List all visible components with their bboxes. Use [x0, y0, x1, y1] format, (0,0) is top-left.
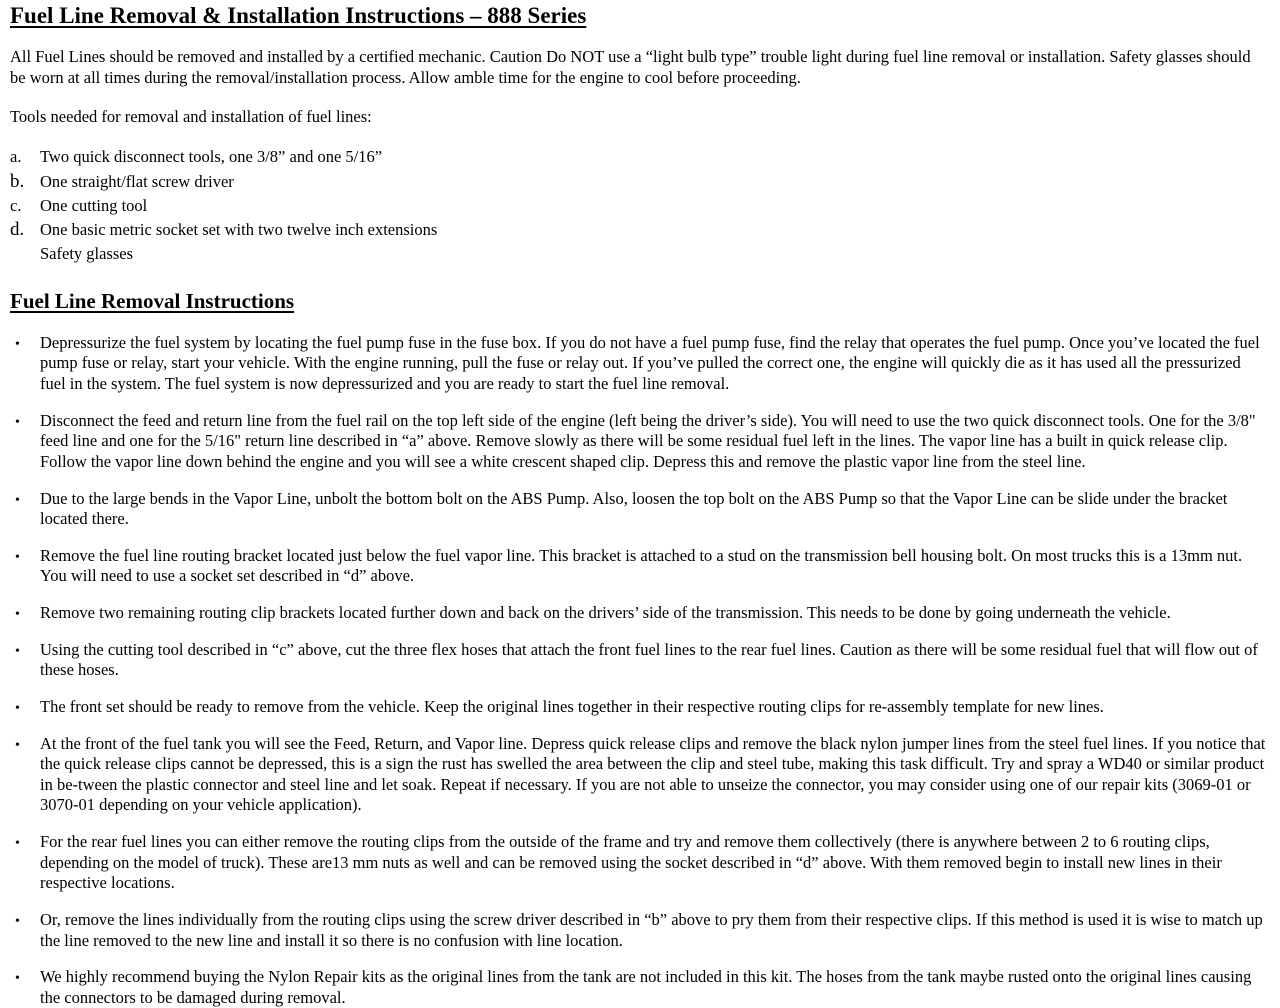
- instruction-list: [10, 333, 1268, 1008]
- instruction-bullet-9: [10, 832, 1268, 894]
- instruction-text-8: At the front of the fuel tank you will see the Feed, Return, and Vapor line. Depress quick release clips and remove the black nylon jumper lines from the steel fuel lines. If you notice that the quick release clips cannot be depressed, this is a sign the rust has swelled the area between the clip and steel tube, making this task difficult. Try and spray a WD40 or similar product in be-tween the plastic connector and steel line and let soak. Repeat if necessary. If you are not able to unseize the connector, you may consider using one of our repair kits (3069-01 or 3070-01 depending on your vehicle application).: [40, 733, 1266, 815]
- instruction-text-6: Using the cutting tool described in “c” above, cut the three flex hoses that attach the front fuel lines to the rear fuel lines. Caution as there will be some residual fuel that will flow out of these hoses.: [40, 639, 1258, 680]
- bullet-icon: •: [15, 607, 20, 623]
- tool-marker-a: a.: [10, 147, 22, 167]
- tool-text-a: Two quick disconnect tools, one 3/8” and one 5/16”: [40, 147, 383, 167]
- intro-paragraph: All Fuel Lines should be removed and installed by a certified mechanic. Caution Do NOT use a “light bulb type” trouble light during fuel line removal or installation. Safety glasses should be worn at all times during the removal/installation process. Allow amble time for the engine to cool before proceeding.: [10, 47, 1251, 88]
- tool-item-a: [10, 147, 1268, 168]
- instruction-bullet-2: [10, 411, 1268, 473]
- instruction-bullet-1: [10, 333, 1268, 395]
- tool-marker-c: c.: [10, 195, 22, 215]
- bullet-icon: •: [15, 643, 20, 659]
- page-title-text: Fuel Line Removal & Installation Instructions – 888 Series: [10, 3, 587, 28]
- bullet-icon: •: [15, 836, 20, 852]
- instruction-text-3: Due to the large bends in the Vapor Line, unbolt the bottom bolt on the ABS Pump. Also, loosen the top bolt on the ABS Pump so that the Vapor Line can be slide under the bracket located there.: [40, 488, 1228, 529]
- bullet-icon: •: [15, 414, 20, 430]
- bullet-icon: •: [15, 737, 20, 753]
- tool-text-b: One straight/flat screw driver: [40, 171, 234, 191]
- instruction-bullet-4: [10, 546, 1268, 587]
- instruction-bullet-6: [10, 640, 1268, 681]
- bullet-icon: •: [15, 971, 20, 987]
- bullet-icon: •: [15, 700, 20, 716]
- bullet-icon: •: [15, 913, 20, 929]
- section-heading: [10, 289, 1268, 313]
- instruction-text-1: Depressurize the fuel system by locating the fuel pump fuse in the fuse box. If you do not have a fuel pump fuse, find the relay that operates the fuel pump. Once you’ve located the fuel pump fuse or relay, start your vehicle. With the engine running, pull the fuse or relay out. If you’ve pulled the correct one, the engine will quickly die as it has used all the pressurized fuel in the system. The fuel system is now depressurized and you are ready to start the fuel line removal.: [40, 332, 1260, 394]
- instruction-bullet-7: [10, 697, 1268, 718]
- instruction-text-10: Or, remove the lines individually from the routing clips using the screw driver described in “b” above to pry them from their respective clips. If this method is used it is wise to match up the line removed to the new line and install it so there is no confusion with line location.: [40, 909, 1263, 950]
- tools-heading: Tools needed for removal and installation of fuel lines:: [10, 106, 372, 126]
- page-title: [10, 3, 1268, 29]
- tool-marker-b: b.: [10, 170, 25, 192]
- instruction-bullet-8: [10, 734, 1268, 817]
- instruction-text-2: Disconnect the feed and return line from the fuel rail on the top left side of the engine (left being the driver’s side). You will need to use the two quick disconnect tools. One for the 3/8" feed line and one for the 5/16" return line described in “a” above. Remove slowly as there will be some residual fuel left in the lines. The vapor line has a built in quick release clip. Follow the vapor line down behind the engine and you will see a white crescent shaped clip. Depress this and remove the plastic vapor line from the steel line.: [40, 410, 1256, 471]
- bullet-icon: •: [15, 549, 20, 565]
- bullet-icon: •: [15, 492, 20, 508]
- instruction-text-9: For the rear fuel lines you can either remove the routing clips from the outside of the frame and try and remove them collectively (there is anywhere between 2 to 6 routing clips, depending on the model of truck). These are13 mm nuts as well and can be removed using the socket described in “d” above. With them removed begin to install new lines in their respective locations.: [40, 832, 1222, 893]
- instruction-bullet-5: [10, 603, 1268, 624]
- instruction-text-11: We highly recommend buying the Nylon Repair kits as the original lines from the tank are not included in this kit. The hoses from the tank maybe rusted onto the original lines causing the connectors to be damaged during removal.: [40, 967, 1252, 1007]
- instruction-text-7: The front set should be ready to remove from the vehicle. Keep the original lines together in their respective routing clips for re-assembly template for new lines.: [40, 696, 1104, 716]
- bullet-icon: •: [15, 336, 20, 352]
- instruction-text-5: Remove two remaining routing clip brackets located further down and back on the drivers’ side of the transmission. This needs to be done by going underneath the vehicle.: [40, 603, 1171, 623]
- tool-marker-d: d.: [10, 219, 25, 241]
- tool-text-c: One cutting tool: [40, 195, 148, 215]
- instruction-bullet-11: [10, 967, 1268, 1008]
- tool-item-d-continuation: [10, 244, 1268, 265]
- tools-list: [10, 147, 1268, 264]
- tool-text-d-extra: Safety glasses: [40, 244, 134, 264]
- tool-item-b: [10, 170, 1268, 194]
- tool-item-c: [10, 196, 1268, 217]
- instruction-bullet-3: [10, 489, 1268, 530]
- instruction-text-4: Remove the fuel line routing bracket located just below the fuel vapor line. This bracket is attached to a stud on the transmission bell housing bolt. On most trucks this is a 13mm nut. You will need to use a socket set described in “d” above.: [40, 545, 1243, 586]
- tool-item-d: [10, 218, 1268, 242]
- tool-text-d: One basic metric socket set with two twelve inch extensions: [40, 220, 438, 240]
- instruction-bullet-10: [10, 910, 1268, 951]
- section-heading-text: Fuel Line Removal Instructions: [10, 288, 295, 313]
